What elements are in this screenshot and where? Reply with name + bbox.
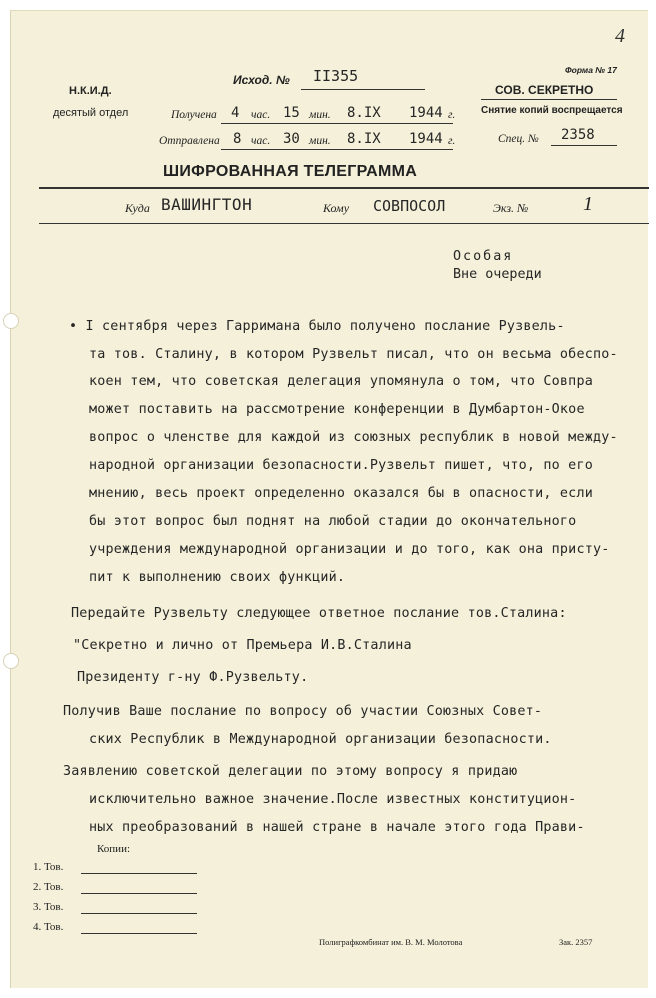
body-line: вопрос о членстве для каждой из союзных республик в новой между- [89,430,618,445]
copy-item-1: 1. Тов. [33,861,64,873]
copies-label: Копии: [97,843,131,855]
copy-item-3: 3. Тов. [33,901,64,913]
body-line: та тов. Сталину, в котором Рузвельт писал, что он весьма обеспо- [89,347,618,362]
copy-line-4 [81,933,197,934]
copy-line-2 [81,893,197,894]
sent-minute: 30 [283,131,300,147]
sent-underline [221,149,453,150]
body-line: Заявлению советской делегации по этому вопросу я придаю [63,764,518,779]
classification: СОВ. СЕКРЕТНО [495,83,594,97]
org-name: Н.К.И.Д. [69,85,112,97]
copy-line-1 [81,873,197,874]
received-year-suffix: г. [448,109,456,121]
received-label: Получена [171,109,217,121]
sent-hour-label: час. [251,135,271,147]
form-label: Форма № 17 [565,65,617,75]
received-underline [221,123,453,124]
spec-underline [551,145,617,146]
body-line: Президенту г-ну Ф.Рузвельту. [77,670,309,685]
body-line: коен тем, что советская делегация упомянула о том, что Совпра [89,374,593,389]
order-footer: Зак. 2357 [559,937,593,947]
received-minute-label: мин. [309,109,331,121]
document-title: ШИФРОВАННАЯ ТЕЛЕГРАММА [163,163,418,180]
where-value: ВАШИНГТОН [161,195,253,214]
priority-line-2: Вне очереди [453,267,542,282]
outgoing-label: Исход. № [233,73,290,87]
body-line: учреждения международной организации и до того, как она присту- [89,542,610,557]
sent-minute-label: мин. [309,135,331,147]
body-line: Передайте Рузвельту следующее ответное послание тов.Сталина: [71,606,567,621]
body-line: "Секретно и лично от Премьера И.В.Сталина [73,638,412,653]
received-hour: 4 [231,105,240,121]
printer-footer: Полиграфкомбинат им. В. М. Молотова [319,937,463,947]
body-line: пит к выполнению своих функций. [89,570,346,585]
body-line: Получив Ваше послание по вопросу об участии Союзных Совет- [63,704,543,719]
received-year: 1944 [409,105,443,121]
body-line: мнению, весь проект определенно оказался бы в опасности, если [89,486,593,501]
spec-number: 2358 [561,127,595,143]
spec-label: Спец. № [498,133,539,145]
body-line: ских Республик в Международной организации безопасности. [89,732,552,747]
department-name: десятый отдел [53,107,129,119]
sent-label: Отправлена [159,135,220,147]
page-number: 4 [615,25,625,47]
priority-line-1: Особая [453,249,514,264]
copy-number-label: Экз. № [493,201,529,215]
sent-date: 8.IX [347,131,381,147]
copy-line-3 [81,913,197,914]
received-minute: 15 [283,105,300,121]
to-value: СОВПОСОЛ [373,197,446,215]
body-line: • I сентября через Гарримана было получено послание Рузвель- [69,319,565,334]
classification-underline [481,99,617,100]
where-label: Куда [125,201,150,215]
sent-year: 1944 [409,131,443,147]
body-line: ных преобразований в нашей стране в начале этого года Прави- [89,820,585,835]
copy-number-value: 1 [583,193,593,215]
body-line: бы этот вопрос был поднят на любой стадии до окончательного [89,514,577,529]
address-top-rule [39,187,649,189]
copy-item-4: 4. Тов. [33,921,64,933]
received-date: 8.IX [347,105,381,121]
punch-hole-top [3,313,19,329]
sent-year-suffix: г. [448,135,456,147]
to-label: Кому [323,201,350,215]
copy-item-2: 2. Тов. [33,881,64,893]
punch-hole-bottom [3,653,19,669]
received-hour-label: час. [251,109,271,121]
outgoing-underline [301,89,425,90]
telegram-page [10,10,648,988]
outgoing-number: II355 [313,67,359,85]
sent-hour: 8 [233,131,242,147]
body-line: исключительно важное значение.После известных конституцион- [89,792,577,807]
body-line: народной организации безопасности.Рузвельт пишет, что, по его [89,458,593,473]
copy-prohibited-note: Снятие копий воспрещается [481,105,623,116]
address-bottom-rule [39,223,649,224]
body-line: может поставить на рассмотрение конференции в Думбартон-Окое [89,402,585,417]
